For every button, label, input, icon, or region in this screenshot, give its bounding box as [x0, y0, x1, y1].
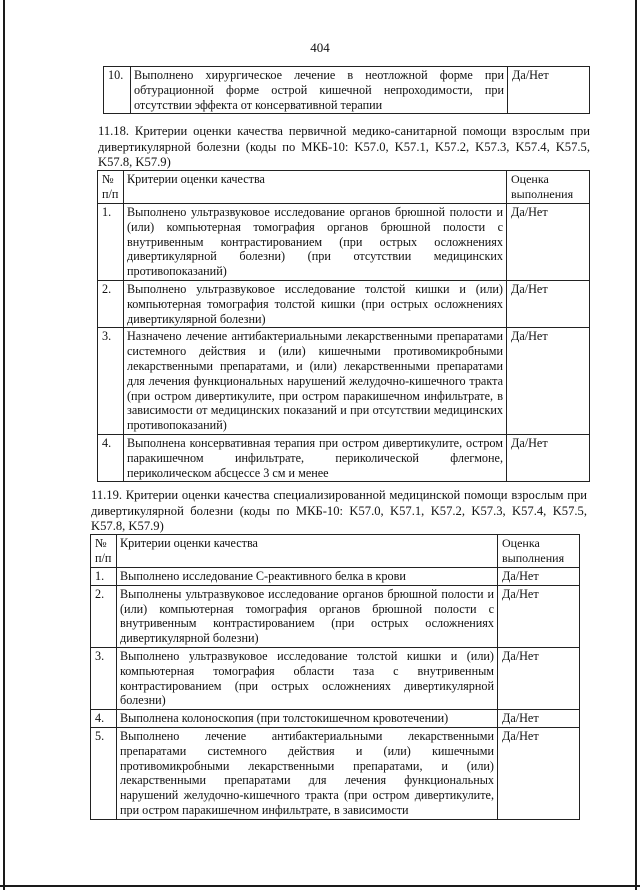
criterion-text: Назначено лечение антибактериальными лекарственными препаратами системного действия и (или) кишечными противомикробными лекарственными препаратами, и (или) лекарственными препаратами для лечения функциональных нарушений желудочно-кишечного тракта (при остром дивертикулите, при остром паракишечном инфильтрате, в зависимости от медицинских показаний и при отсутствии медицинских противопоказаний): [124, 328, 507, 435]
scan-edge-bottom: [0, 885, 640, 887]
row-number: 1.: [91, 568, 117, 586]
row-number: 2.: [91, 585, 117, 647]
table-row: [98, 328, 590, 435]
table-row: [91, 585, 580, 647]
table-row: [98, 434, 590, 481]
evaluation-value: Да/Нет: [498, 710, 580, 728]
criteria-table-continued: [103, 66, 590, 114]
section-heading-11-18: 11.18. Критерии оценки качества первичной медико-санитарной помощи взрослым при дивертикулярной болезни (коды по МКБ-10: K57.0, K57.1, K57.2, K57.3, K57.4, K57.5, K57.8, K57.9): [98, 124, 590, 169]
header-evaluation: [507, 171, 590, 204]
row-number: 3.: [98, 328, 124, 435]
scan-edge-right: [635, 0, 637, 890]
table-row: [91, 710, 580, 728]
criterion-text: Выполнена консервативная терапия при остром дивертикулите, остром паракишечном инфильтрате, периколической флегмоне, периколическом абсцессе 3 см и менее: [124, 434, 507, 481]
criterion-text: Выполнено исследование С-реактивного белка в крови: [117, 568, 498, 586]
header-number: № п/п: [98, 171, 124, 204]
criteria-table-11-18: [97, 170, 590, 482]
page-number: 404: [310, 40, 330, 55]
criteria-table-11-19: [90, 534, 580, 820]
row-number: 10.: [104, 67, 131, 114]
evaluation-value: Да/Нет: [507, 280, 590, 327]
row-number: 4.: [98, 434, 124, 481]
evaluation-value: Да/Нет: [498, 647, 580, 709]
header-evaluation-line1: Оценка: [511, 172, 549, 186]
table-row: [91, 647, 580, 709]
evaluation-value: Да/Нет: [508, 67, 590, 114]
criterion-text: Выполнена колоноскопия (при толстокишечном кровотечении): [117, 710, 498, 728]
table-header-row: [91, 535, 580, 568]
header-evaluation-line2: выполнения: [502, 551, 565, 565]
criterion-text: Выполнено ультразвуковое исследование органов брюшной полости и (или) компьютерная томография органов брюшной полости с внутривенным контрастированием (при острых осложнениях дивертикулярной болезни) (при отсутствии медицинских противопоказаний): [124, 204, 507, 281]
criterion-text: Выполнено ультразвуковое исследование толстой кишки и (или) компьютерная томография толстой кишки (при острых осложнениях дивертикулярной болезни): [124, 280, 507, 327]
row-number: 4.: [91, 710, 117, 728]
table-row: [98, 204, 590, 281]
header-criteria: Критерии оценки качества: [124, 171, 507, 204]
header-evaluation-line2: выполнения: [511, 187, 574, 201]
criterion-text: Выполнены ультразвуковое исследование органов брюшной полости и (или) компьютерная томография органов брюшной полости с внутривенным контрастированием (при острых осложнениях дивертикулярной болезни): [117, 585, 498, 647]
evaluation-value: Да/Нет: [507, 204, 590, 281]
header-evaluation: [498, 535, 580, 568]
table-row: [98, 280, 590, 327]
row-number: 1.: [98, 204, 124, 281]
section-heading-11-19: 11.19. Критерии оценки качества специализированной медицинской помощи взрослым при дивертикулярной болезни (коды по МКБ-10: K57.0, K57.1, K57.2, K57.3, K57.4, K57.5, K57.8, K57.9): [91, 488, 587, 533]
header-criteria: Критерии оценки качества: [117, 535, 498, 568]
table-header-row: [98, 171, 590, 204]
evaluation-value: Да/Нет: [498, 727, 580, 819]
criterion-text: Выполнено ультразвуковое исследование толстой кишки и (или) компьютерная томография области таза с внутривенным контрастированием (при острых осложнениях дивертикулярной болезни): [117, 647, 498, 709]
scan-edge-left: [3, 0, 5, 890]
criterion-text: Выполнено хирургическое лечение в неотложной форме при обтурационной форме острой кишечной непроходимости, при отсутствии эффекта от консервативной терапии: [131, 67, 508, 114]
evaluation-value: Да/Нет: [498, 568, 580, 586]
table-row: [91, 727, 580, 819]
criterion-text: Выполнено лечение антибактериальными лекарственными препаратами системного действия и (или) кишечными противомикробными лекарственными препаратами, и (или) лекарственными препаратами для лечения функциональных нарушений желудочно-кишечного тракта (при остром дивертикулите, при остром паракишечном инфильтрате, в зависимости: [117, 727, 498, 819]
header-number: № п/п: [91, 535, 117, 568]
evaluation-value: Да/Нет: [507, 328, 590, 435]
table-row: [104, 67, 590, 114]
row-number: 2.: [98, 280, 124, 327]
evaluation-value: Да/Нет: [498, 585, 580, 647]
row-number: 3.: [91, 647, 117, 709]
table-row: [91, 568, 580, 586]
header-evaluation-line1: Оценка: [502, 536, 540, 550]
row-number: 5.: [91, 727, 117, 819]
evaluation-value: Да/Нет: [507, 434, 590, 481]
